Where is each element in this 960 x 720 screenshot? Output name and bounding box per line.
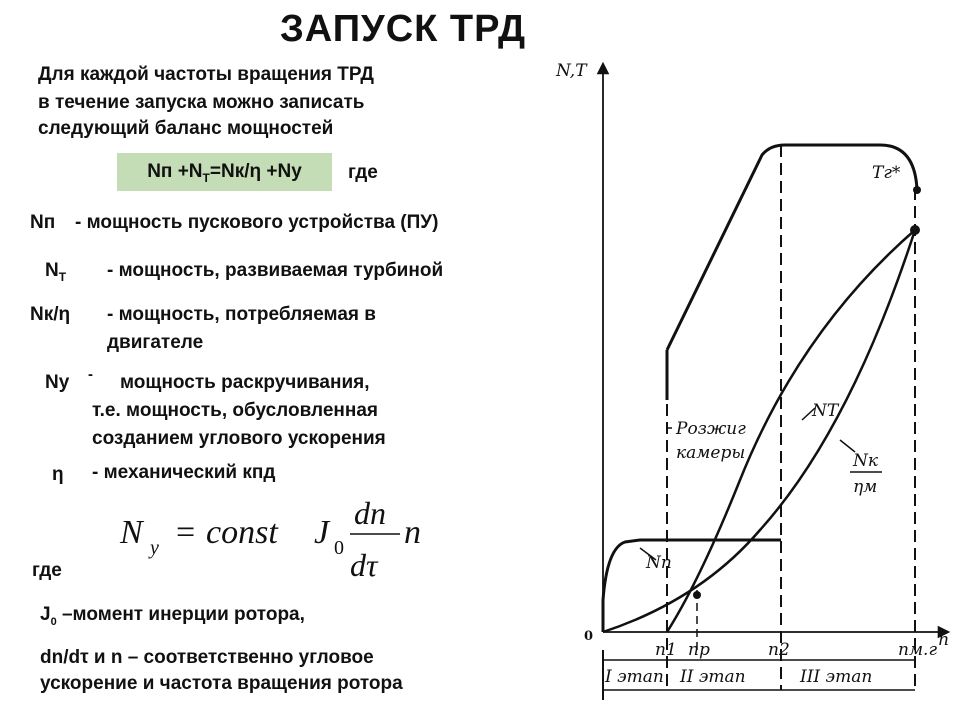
formula-where: где [348,162,378,183]
def-nt-sym: N [45,260,59,281]
def-nk-text-2: двигателе [107,332,204,353]
tg-label: Tг* [872,163,901,183]
ny-equation [118,490,438,590]
np-intersection-dot [693,591,701,599]
tick-np: np [688,640,710,660]
def-nt-symbol [45,258,66,290]
tg-curve [667,145,917,400]
def-ny-text: мощность раскручивания, [120,372,370,393]
eq-N: N [120,514,143,551]
origin-label: 0 [584,629,594,644]
def-nk-text: - мощность, потребляемая в [107,304,376,325]
np-label: Nп [646,553,672,573]
formula-ny: Nу [277,161,302,182]
formula-nt: N [188,161,203,182]
nt-label: NТ [812,401,839,421]
tick-n2: n2 [768,640,790,660]
def-nk-symbol: Nк/η [30,304,71,325]
eq-n: n [404,514,421,551]
formula-np: Nп [147,161,173,182]
where-label: где [32,560,62,581]
eq-dtau: dτ [350,547,378,583]
note-j0-sym: J [40,604,51,625]
startup-diagram [556,50,960,720]
eq-y: y [150,537,159,559]
stage-1-label: I этап [605,667,664,687]
intro-line-3: следующий баланс мощностей [38,118,334,139]
def-eta-symbol: η [52,464,64,485]
def-nt-sub: Т [58,269,67,284]
note-j0 [40,602,305,635]
eq-equals: = [176,514,196,551]
note-dn-line-2: ускорение и частота вращения ротора [40,673,403,694]
formula-plus-1: + [177,161,189,182]
power-balance-formula [117,153,332,191]
formula-plus-2: + [266,161,278,182]
ignition-label-1: Розжиг [676,419,746,439]
def-np-text: - мощность пускового устройства (ПУ) [75,212,439,233]
stage-3-label: III этап [800,667,873,687]
def-ny-text-3: созданием углового ускорения [92,428,386,449]
nk-label-bottom: ηм [853,477,878,497]
intro-line-2: в течение запуска можно записать [38,92,365,113]
intro-line-1: Для каждой частоты вращения ТРД [38,64,374,85]
def-ny-text-2: т.е. мощность, обусловленная [92,400,379,421]
note-j0-sub: 0 [50,615,57,628]
eq-J-sub: 0 [334,537,344,559]
note-j0-text: –момент инерции ротора, [56,604,305,625]
y-axis-label: N,T [556,61,587,81]
def-nt-text: - мощность, развиваемая турбиной [107,260,444,281]
stage-2-label: II этап [680,667,746,687]
ignition-label-2: камеры [676,443,746,463]
tg-end-dot [913,186,921,194]
page-title: ЗАПУСК ТРД [280,8,527,50]
nk-label-top: Nк [853,451,879,471]
x-axis-label: n [938,630,949,650]
def-ny-dash: - [88,366,93,383]
nmg-dot [910,225,920,235]
eq-J: J [314,514,330,551]
def-np-symbol: Nп [30,212,56,233]
eq-const: const [206,514,278,551]
eq-dn: dn [354,495,386,531]
def-eta-text: - механический кпд [92,462,276,483]
def-ny-symbol: Nу [45,372,70,393]
formula-eq: =Nк/η [209,161,262,182]
tick-nmg: nм.г [898,640,938,660]
formula-nt-sub: Т [202,170,210,185]
note-dn-line-1: dn/dτ и n – соответственно угловое [40,647,374,668]
tick-n1: n1 [655,640,677,660]
